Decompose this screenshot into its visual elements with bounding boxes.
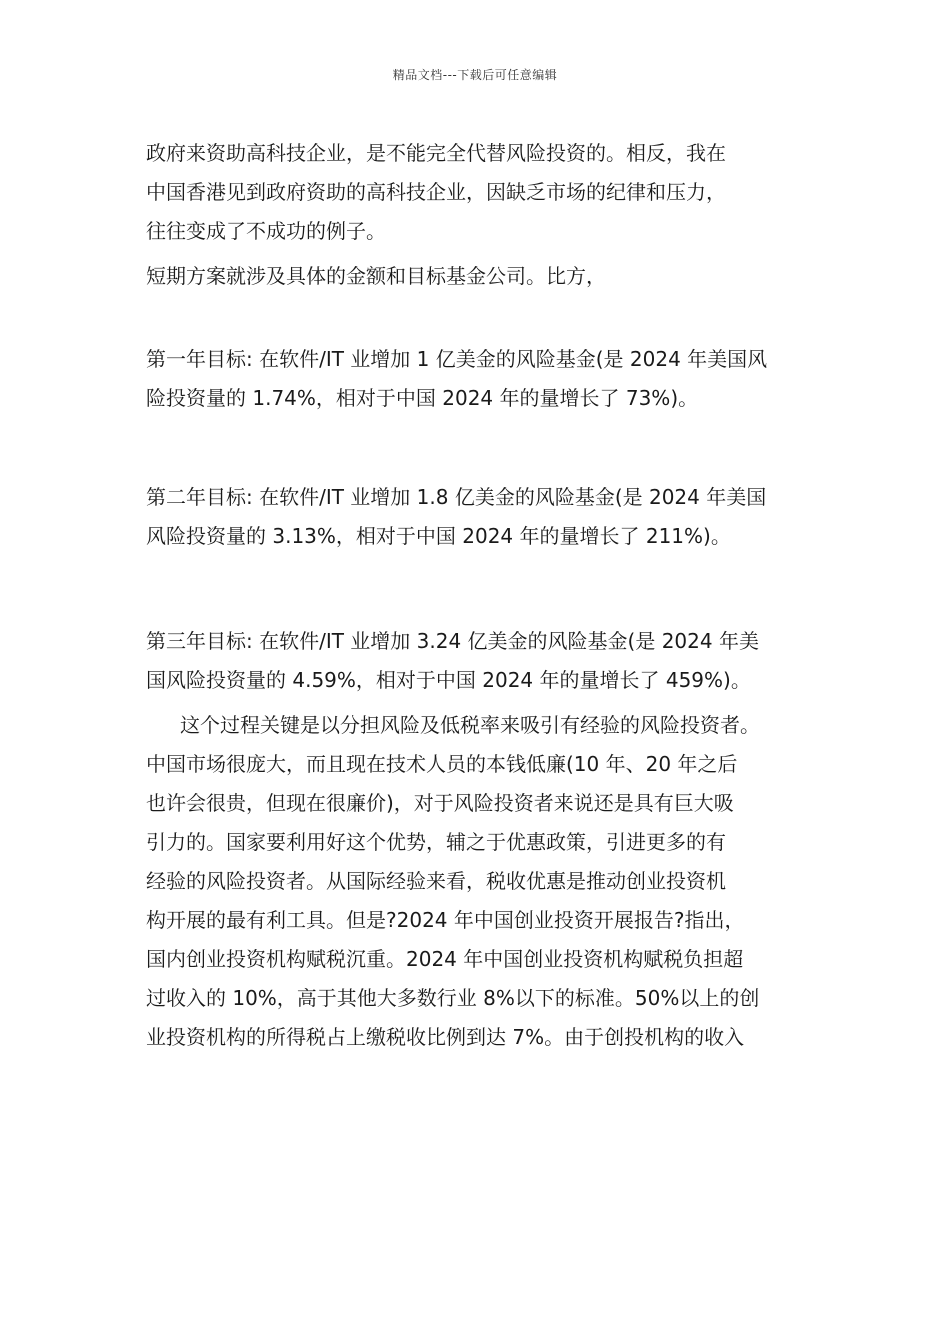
text-line: 过收入的 10%，高于其他大多数行业 8%以下的标准。50%以上的创: [146, 986, 760, 1010]
text-line: 险投资量的 1.74%，相对于中国 2024 年的量增长了 73%)。: [146, 386, 699, 410]
text-line: 第三年目标: 在软件/IT 业增加 3.24 亿美金的风险基金(是 2024 年美: [146, 629, 759, 653]
text-line: 中国市场很庞大，而且现在技术人员的本钱低廉(10 年、20 年之后: [146, 752, 738, 776]
text-line: 第一年目标: 在软件/IT 业增加 1 亿美金的风险基金(是 2024 年美国风: [146, 347, 768, 371]
page-header: 精品文档---下载后可任意编辑: [392, 68, 558, 82]
paragraph-short-term-plan: 短期方案就涉及具体的金额和目标基金公司。比方，: [146, 264, 606, 288]
text-line: 经验的风险投资者。从国际经验来看，税收优惠是推动创业投资机: [146, 869, 726, 893]
text-line: 引力的。国家要利用好这个优势，辅之于优惠政策，引进更多的有: [146, 830, 726, 854]
paragraph-year1-target: [146, 340, 811, 418]
text-line: 国风险投资量的 4.59%，相对于中国 2024 年的量增长了 459%)。: [146, 668, 751, 692]
text-line: 国内创业投资机构赋税沉重。2024 年中国创业投资机构赋税负担超: [146, 947, 744, 971]
text-line: 这个过程关键是以分担风险及低税率来吸引有经验的风险投资者。: [180, 713, 760, 737]
text-line: 往往变成了不成功的例子。: [146, 219, 386, 243]
paragraph-government-funding: [146, 133, 811, 251]
text-line: 第二年目标: 在软件/IT 业增加 1.8 亿美金的风险基金(是 2024 年美国: [146, 485, 767, 509]
document-body: [146, 133, 811, 1057]
text-line: 构开展的最有利工具。但是?2024 年中国创业投资开展报告?指出，: [146, 908, 745, 932]
text-line: 也许会很贵，但现在很廉价)，对于风险投资者来说还是具有巨大吸: [146, 791, 734, 815]
text-line: 中国香港见到政府资助的高科技企业，因缺乏市场的纪律和压力，: [146, 180, 726, 204]
paragraph-year3-target: [146, 622, 811, 700]
paragraph-tax-incentives: [146, 706, 811, 1057]
paragraph-year2-target: [146, 478, 811, 556]
text-line: 政府来资助高科技企业，是不能完全代替风险投资的。相反，我在: [146, 141, 726, 165]
text-line: 风险投资量的 3.13%，相对于中国 2024 年的量增长了 211%)。: [146, 524, 731, 548]
text-line: 业投资机构的所得税占上缴税收比例到达 7%。由于创投机构的收入: [146, 1025, 745, 1049]
